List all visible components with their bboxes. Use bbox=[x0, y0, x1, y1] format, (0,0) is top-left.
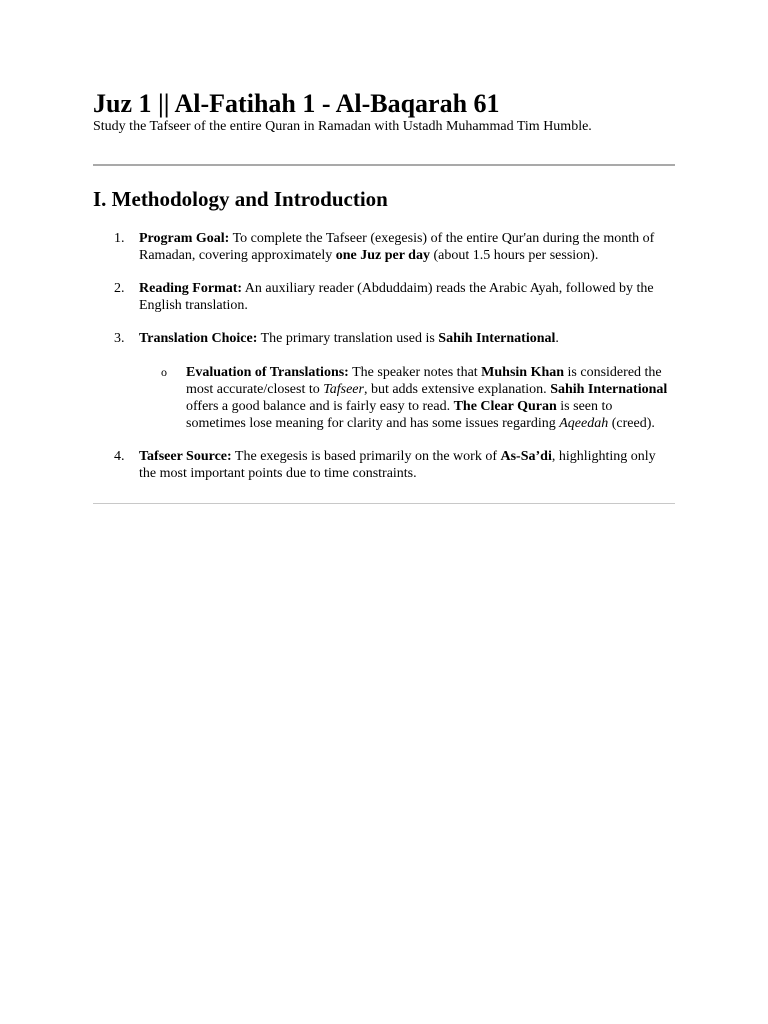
list-item-program-goal bbox=[93, 230, 675, 264]
divider-bottom bbox=[93, 503, 675, 504]
divider-top bbox=[93, 164, 675, 166]
sub-item-label: Evaluation of Translations: bbox=[186, 365, 349, 380]
sub-item-bold-text: Muhsin Khan bbox=[481, 365, 565, 380]
sub-item-italic-text: Aqeedah bbox=[559, 416, 609, 431]
item-text: The exegesis is based primarily on the work of bbox=[231, 449, 501, 464]
sub-list bbox=[139, 364, 675, 432]
item-number: 2. bbox=[114, 281, 125, 296]
list-item-translation-choice bbox=[93, 330, 675, 432]
numbered-list bbox=[93, 230, 675, 482]
item-bold-text: one Juz per day bbox=[335, 248, 430, 263]
list-item-reading-format bbox=[93, 280, 675, 314]
item-bold-text: As-Sa’di bbox=[500, 449, 552, 464]
item-text: (about 1.5 hours per session). bbox=[429, 248, 599, 263]
bullet-icon: o bbox=[161, 365, 167, 379]
sub-item-text: (creed). bbox=[608, 416, 655, 431]
sub-item-text: The speaker notes that bbox=[348, 365, 482, 380]
page-title: Juz 1 || Al-Fatihah 1 - Al-Baqarah 61 bbox=[93, 89, 500, 118]
sub-item-text: offers a good balance and is fairly easy to read. bbox=[186, 399, 454, 414]
item-text: . bbox=[555, 331, 559, 346]
item-label: Program Goal: bbox=[139, 231, 230, 246]
sub-item-bold-text: Sahih International bbox=[550, 382, 668, 397]
item-number: 3. bbox=[114, 331, 125, 346]
section-heading: I. Methodology and Introduction bbox=[93, 187, 388, 211]
sub-item-italic-text: Tafseer bbox=[323, 382, 364, 397]
sub-item-text: is considered the most accurate/closest to bbox=[186, 365, 662, 397]
item-number: 4. bbox=[114, 449, 125, 464]
list-item-tafseer-source bbox=[93, 448, 675, 482]
item-text: , highlighting only the most important points due to time constraints. bbox=[139, 449, 656, 481]
item-label: Reading Format: bbox=[139, 281, 243, 296]
item-text: The primary translation used is bbox=[257, 331, 439, 346]
item-bold-text: Sahih International bbox=[438, 331, 556, 346]
page-subtitle: Study the Tafseer of the entire Quran in Ramadan with Ustadh Muhammad Tim Humble. bbox=[93, 119, 592, 134]
sub-item-evaluation bbox=[139, 364, 675, 432]
item-label: Translation Choice: bbox=[139, 331, 258, 346]
item-number: 1. bbox=[114, 231, 125, 246]
sub-item-text: is seen to sometimes lose meaning for clarity and has some issues regarding bbox=[186, 399, 613, 431]
sub-item-bold-text: The Clear Quran bbox=[453, 399, 557, 414]
item-text: An auxiliary reader (Abduddaim) reads the Arabic Ayah, followed by the English translation. bbox=[139, 281, 654, 313]
item-label: Tafseer Source: bbox=[139, 449, 232, 464]
item-text: To complete the Tafseer (exegesis) of the entire Qur'an during the month of Ramadan, covering approximately bbox=[139, 231, 655, 263]
sub-item-text: , but adds extensive explanation. bbox=[363, 382, 551, 397]
